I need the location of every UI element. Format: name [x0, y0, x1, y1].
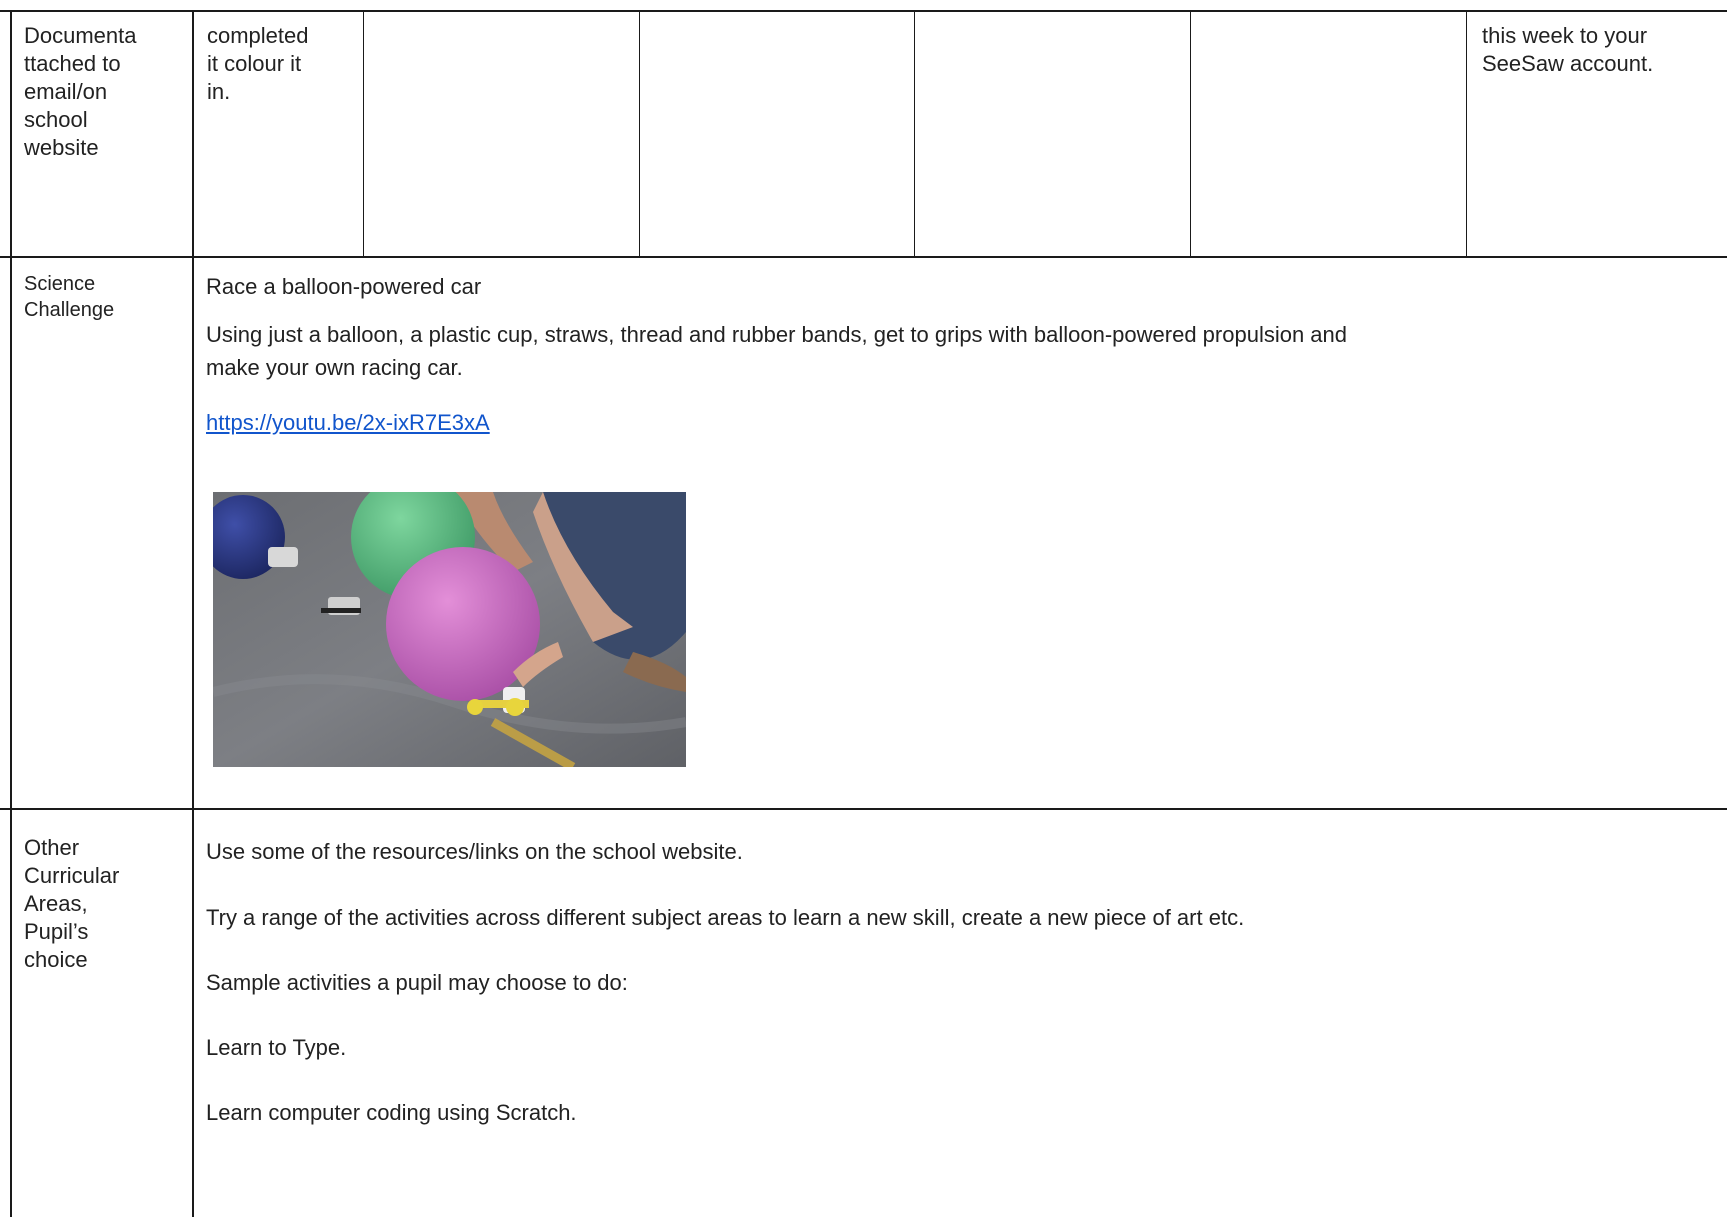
column-divider-5	[1190, 10, 1191, 257]
column-divider-3	[639, 10, 640, 257]
science-video-link[interactable]: https://youtu.be/2x-ixR7E3xA	[206, 410, 490, 435]
other-line-2: Try a range of the activities across different subject areas to learn a new skill, create a new piece of art etc.	[206, 905, 1245, 930]
balloon-car-photo	[213, 492, 686, 767]
cell-completed-text: completed it colour it in.	[207, 23, 309, 104]
science-description: Using just a balloon, a plastic cup, straws, thread and rubber bands, get to grips with balloon-powered propulsion and make your own racing car.	[206, 322, 1348, 380]
table-border-top	[0, 10, 1727, 12]
column-divider-6	[1466, 10, 1467, 257]
row-label-science: Science Challenge	[24, 273, 115, 321]
other-line-1: Use some of the resources/links on the school website.	[206, 839, 743, 864]
row-label-other-curricular: Other Curricular Areas, Pupil’s choice	[24, 835, 120, 972]
cell-seesaw-text: this week to your SeeSaw account.	[1482, 23, 1654, 76]
label-column-divider	[192, 10, 194, 1217]
row-divider-2	[0, 808, 1727, 810]
other-line-3: Sample activities a pupil may choose to do:	[206, 970, 628, 995]
column-divider-4	[914, 10, 915, 257]
column-divider-2	[363, 10, 364, 257]
row-label-documentation: Documenta ttached to email/on school website	[24, 23, 137, 160]
table-border-left	[10, 10, 12, 1217]
science-title: Race a balloon-powered car	[206, 274, 482, 299]
other-line-5: Learn computer coding using Scratch.	[206, 1100, 577, 1125]
row-divider-1	[0, 256, 1727, 258]
other-line-4: Learn to Type.	[206, 1035, 347, 1060]
